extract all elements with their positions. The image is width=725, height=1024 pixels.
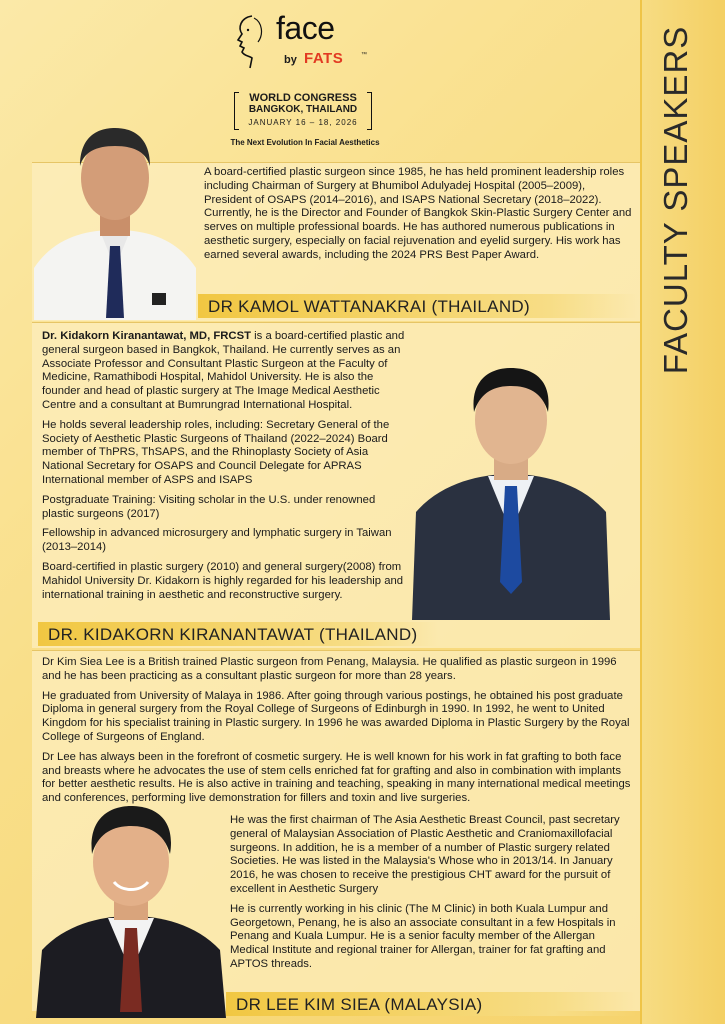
speaker3-bio-p1: Dr Kim Siea Lee is a British trained Plastic surgeon from Penang, Malaysia. He qualified as plastic surgeon in 1996 and he has been practicing as a consultant plastic surgeon for more than 28 years.: [42, 656, 617, 682]
speaker1-name: DR KAMOL WATTANAKRAI (THAILAND): [198, 294, 638, 318]
face-profile-icon: [228, 12, 274, 72]
speaker2-bio: [42, 330, 406, 608]
congress-dates: JANUARY 16 – 18, 2026: [248, 118, 358, 127]
speaker2-bio-p1: [42, 330, 406, 413]
speaker3-bio-p5: He is currently working in his clinic (The M Clinic) in both Kuala Lumpur and Georgetown, Penang, he is also an associate consultant in a few Hospitals in Penang and Kuala Lumpur. He is a senior faculty member of the Allergan Medical Institute and regional trainer for Allergan, trainer for fat grafting and APTOS threads.: [230, 902, 616, 970]
speaker2-portrait: [412, 362, 610, 620]
speaker2-bio-p5: Board-certified in plastic surgery (2010) and general surgery(2008) from Mahidol University Dr. Kidakorn is highly regarded for his leadership and international training in aesthetic and reconstructive surgery.: [42, 560, 404, 601]
speaker2-bio-p2: He holds several leadership roles, including: Secretary General of the Society of Aesthetic Plastic Surgeons of Thailand (2022–2024) Board member of ThPRS, ThSAPS, and the Rhinoplasty Society of Asia National Secretary for OSAPS and Council Delegate for APRAS International member of ASPS and ISAPS: [42, 418, 390, 486]
logo-by-text: by: [284, 54, 297, 66]
speaker2-bio-p3: Postgraduate Training: Visiting scholar in the U.S. under renowned plastic surgeons (2017): [42, 493, 376, 520]
speaker3-bio-p3: Dr Lee has always been in the forefront of cosmetic surgery. He is well known for his work in fat grafting to both face and breasts where he advocates the use of stem cells enriched fat for grafting and also in combination with implants for better aesthetic results. He is also active in training and teaching, speaking in many international medical meetings and conferences, performing live demonstration for fillers and toxin and live surgeries.: [42, 750, 631, 805]
sidebar-title: FACULTY SPEAKERS: [657, 25, 694, 375]
congress-badge: [238, 92, 368, 127]
event-logo: [228, 12, 398, 72]
logo-fats-text: FATS: [304, 50, 344, 67]
speaker3-bio-p2: He graduated from University of Malaya in 1986. After going through various postings, he obtained his post graduate Diploma in general surgery from the Royal College of Surgeons of Edinburgh in 1990. In 1992, he went to United Kingdom for his specialist training in Plastic surgery. In 1996 he was awarded Diploma in Plastic Surgery by the Royal College of Surgeons of England.: [42, 689, 630, 743]
logo-trademark: ™: [361, 52, 367, 58]
congress-title: WORLD CONGRESS: [249, 92, 357, 104]
speaker1-portrait: [34, 118, 196, 320]
speaker3-bio-right: [230, 814, 632, 978]
speaker1-bio: [204, 166, 634, 269]
bracket-right: [367, 92, 372, 130]
speaker2-name: DR. KIDAKORN KIRANANTAWAT (THAILAND): [38, 622, 438, 646]
speaker3-bio-p4: He was the first chairman of The Asia Aesthetic Breast Council, past secretary general of Malaysian Association of Plastic Aesthetic and Craniomaxillofacial surgeons. In addition, he is a member of a number of Plastic surgery related Societies. He was listed in the Malaysia's Whose who in 2013/14. In January 2016, he was chosen to receive the prestigious CHT award for the pursuit of excellent in Aesthetic Surgery: [230, 814, 620, 895]
congress-tagline: The Next Evolution In Facial Aesthetics: [230, 138, 380, 147]
speaker3-portrait: [36, 800, 226, 1018]
speaker2-bio-p1-text: is a board-certified plastic and general surgeon based in Bangkok, Thailand. He currently serves as an Associate Professor and Consultant Plastic Surgeon at the Faculty of Medicine, Ramathibodi Hospital, Mahidol University. He is also the founder and head of plastic surgery at The Image Medical Aesthetic Centre and a consultant at Bumrungrad International Hospital.: [42, 330, 405, 411]
logo-face-text: face: [276, 10, 335, 46]
speaker1-bio-text: A board-certified plastic surgeon since 1985, he has held prominent leadership roles including Chairman of Surgery at Bhumibol Adulyadej Hospital (2005–2009), President of OSAPS (2014–2016), and ISAPS National Secretary (2018–2022). Currently, he is the Director and Founder of Bangkok Skin-Plastic Surgery Center and serves on multiple professional boards. He has authored numerous publications in aesthetic surgery, especially on facial rejuvenation and eyelid surgery. His work has earned several awards, including the 2024 PRS Best Paper Award.: [204, 166, 632, 261]
speaker3-name: DR LEE KIM SIEA (MALAYSIA): [226, 992, 636, 1016]
congress-location: BANGKOK, THAILAND: [248, 104, 358, 115]
speaker2-bio-lead: Dr. Kidakorn Kiranantawat, MD, FRCST: [42, 330, 252, 342]
bracket-left: [234, 92, 239, 130]
speaker2-bio-p4: Fellowship in advanced microsurgery and lymphatic surgery in Taiwan (2013–2014): [42, 527, 392, 554]
speaker3-bio-top: [42, 656, 632, 812]
